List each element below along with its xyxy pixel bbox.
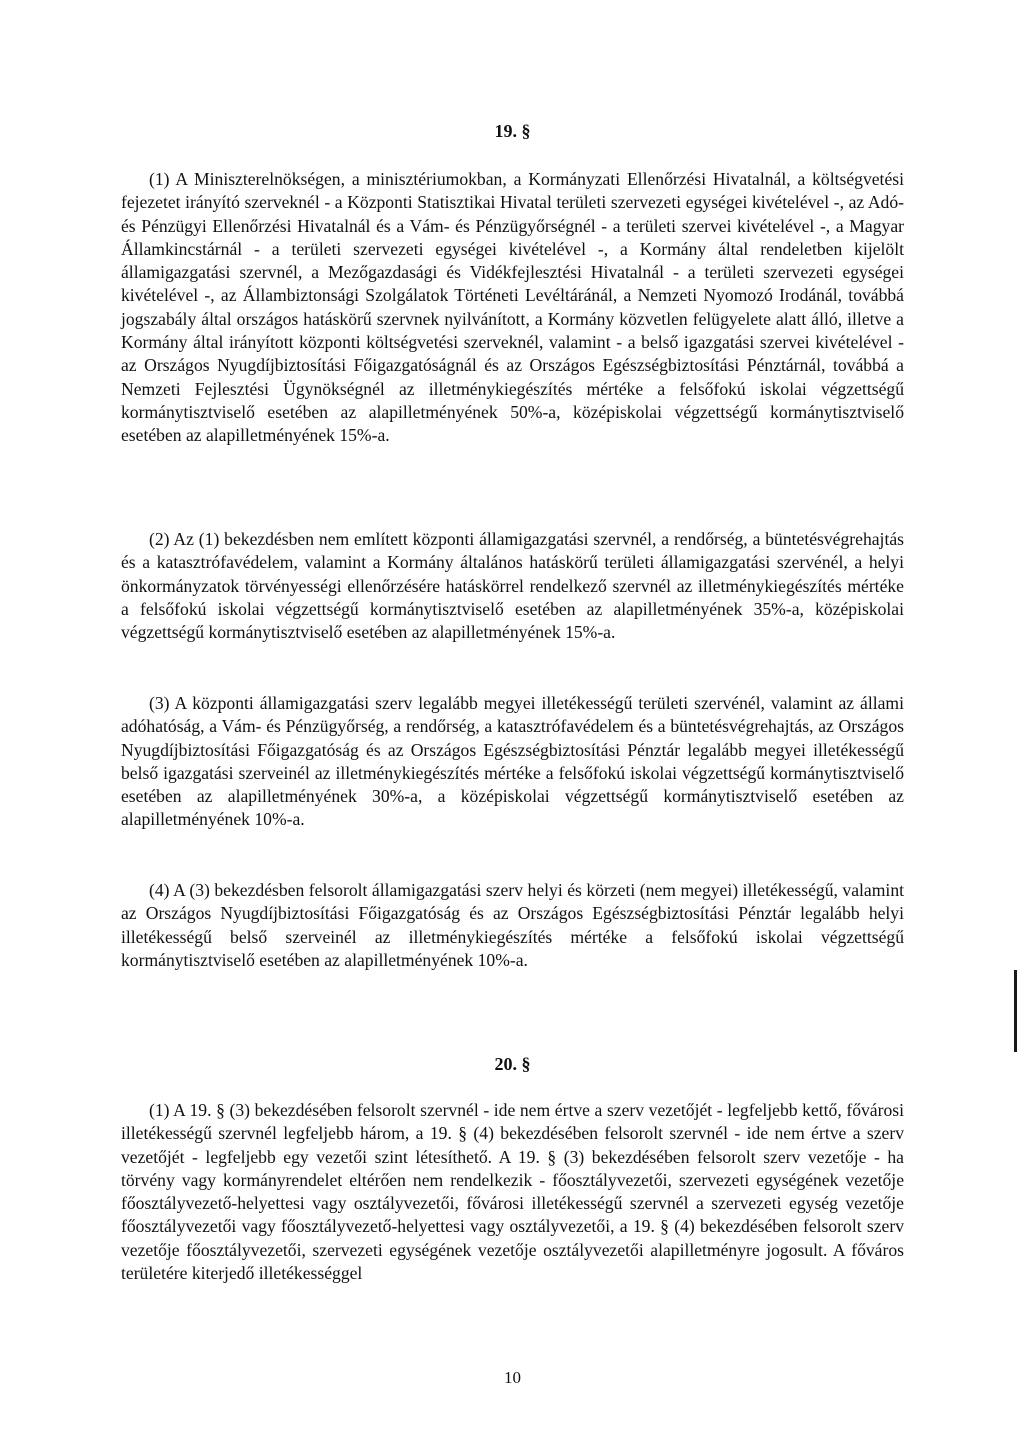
paragraph-20-1: (1) A 19. § (3) bekezdésében felsorolt szervnél - ide nem értve a szerv vezetőjét - legfeljebb kettő, fővárosi illetékességű szervnél legfeljebb három, a 19. § (4) bekezdésében felsorolt szervnél - ide nem értve a szerv vezetőjét - legfeljebb egy vezetői szint létesíthető. A 19. § (3) bekezdésében felsorolt szerv vezetője - ha törvény vagy kormányrendelet eltérően nem rendelkezik - főosztályvezetői, szervezeti egységének vezetője főosztályvezető-helyettesi vagy osztályvezetői, fővárosi illetékességű szervnél a szervezeti egység vezetője főosztályvezetői vagy főosztályvezető-helyettesi vagy osztályvezetői, a 19. § (4) bekezdésében felsorolt szerv vezetője főosztályvezetői, szervezeti egységének vezetője osztályvezetői alapilletményre jogosult. A főváros területére kiterjedő illetékességgel — [121, 1100, 904, 1284]
margin-scan-line — [1014, 970, 1017, 1052]
paragraph-19-4: (4) A (3) bekezdésben felsorolt államigazgatási szerv helyi és körzeti (nem megyei) illetékességű, valamint az Országos Nyugdíjbiztosítási Főigazgatóság és az Országos Egészségbiztosítási Pénztár legalább helyi illetékességű belső szerveinél az illetménykiegészítés mértéke a felsőfokú iskolai végzettségű kormánytisztviselő esetében az alapilletményének 10%-a. — [121, 880, 904, 970]
page-number: 10 — [504, 1368, 521, 1387]
document-page — [121, 0, 904, 1448]
paragraph-19-3: (3) A központi államigazgatási szerv legalább megyei illetékességű területi szervénél, valamint az állami adóhatóság, a Vám- és Pénzügyőrség, a rendőrség, a katasztrófavédelem és a büntetésvégrehajtás, az Országos Nyugdíjbiztosítási Főigazgatóság és az Országos Egészségbiztosítási Pénztár legalább megyei illetékességű belső igazgatási szerveinél az illetménykiegészítés mértéke a felsőfokú iskolai végzettségű kormánytisztviselő esetében az alapilletményének 30%-a, a középiskolai végzettségű kormánytisztviselő esetében az alapilletményének 10%-a. — [121, 693, 904, 830]
paragraph-19-1: (1) A Miniszterelnökségen, a minisztériumokban, a Kormányzati Ellenőrzési Hivatalnál, a költségvetési fejezetet irányító szerveknél - a Központi Statisztikai Hivatal területi szervezeti egységei kivételével -, az Adó- és Pénzügyi Ellenőrzési Hivatalnál és a Vám- és Pénzügyőrségnél - a területi szervei kivételével -, a Magyar Államkincstárnál - a területi szervezeti egységei kivételével -, a Kormány által rendeletben kijelölt államigazgatási szervnél, a Mezőgazdasági és Vidékfejlesztési Hivatalnál - a területi szervezeti egységei kivételével -, az Állambiztonsági Szolgálatok Történeti Levéltáránál, a Nemzeti Nyomozó Irodánál, továbbá jogszabály által országos hatáskörű szervnek nyilvánított, a Kormány közvetlen felügyelete alatt álló, illetve a Kormány által irányított központi költségvetési szerveknél, valamint - a belső igazgatási szervei kivételével - az Országos Nyugdíjbiztosítási Főigazgatóságnál és az Országos Egészségbiztosítási Pénztárnál, továbbá a Nemzeti Fejlesztési Ügynökségnél az illetménykiegészítés mértéke a felsőfokú iskolai végzettségű kormánytisztviselő esetében az alapilletményének 50%-a, középiskolai végzettségű kormánytisztviselő esetében az alapilletményének 15%-a. — [121, 169, 904, 446]
paragraph-19-2: (2) Az (1) bekezdésben nem említett központi államigazgatási szervnél, a rendőrség, a büntetésvégrehajtás és a katasztrófavédelem, valamint a Kormány általános hatáskörű területi államigazgatási szervénél, a helyi önkormányzatok törvényességi ellenőrzésére hatáskörrel rendelkező szervnél az illetménykiegészítés mértéke a felsőfokú iskolai végzettségű kormánytisztviselő esetében az alapilletményének 35%-a, középiskolai végzettségű kormánytisztviselő esetében az alapilletményének 15%-a. — [121, 529, 904, 643]
section-heading-20: 20. § — [494, 1054, 531, 1074]
section-heading-19: 19. § — [494, 121, 531, 141]
